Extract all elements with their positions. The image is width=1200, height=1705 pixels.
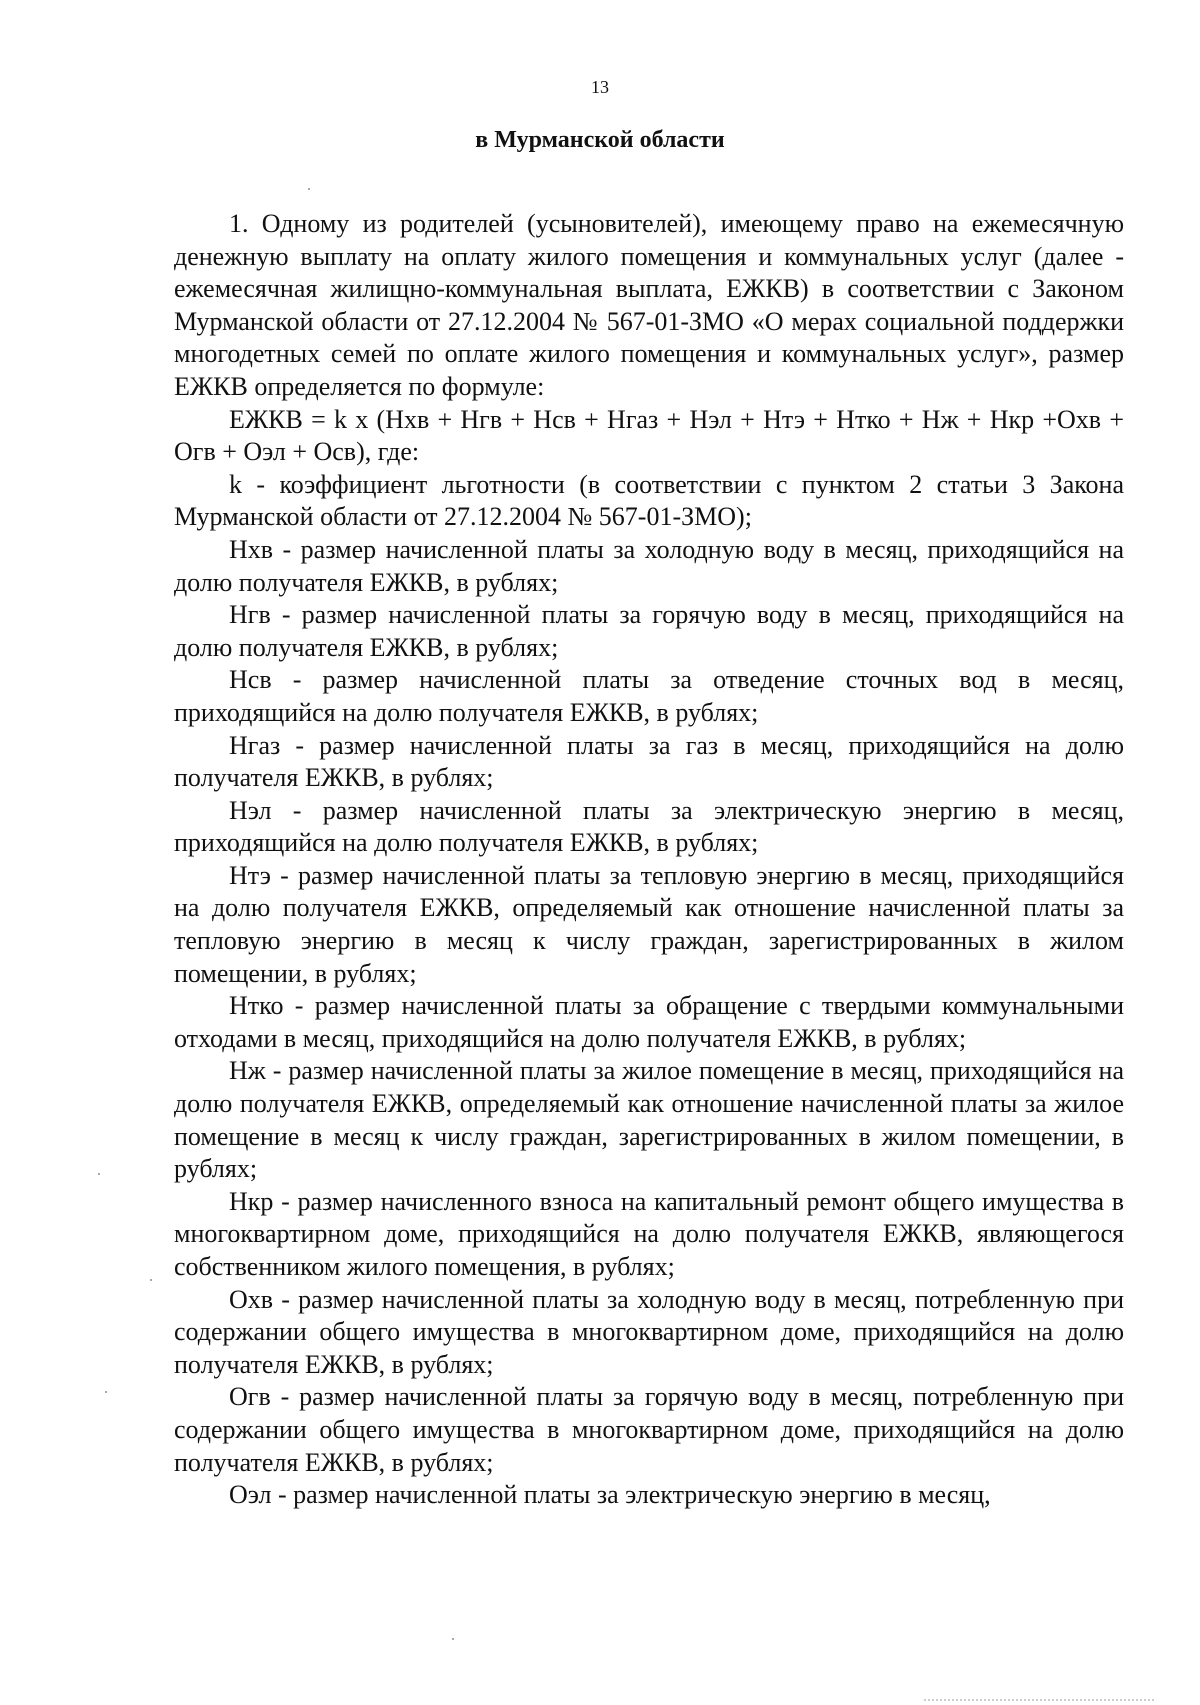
paragraph-ogv-definition: Огв - размер начисленной платы за горячую воду в месяц, потребленную при содержании общего имущества в многоквартирном доме, приходящийся на долю получателя ЕЖКВ, в рублях; — [174, 1382, 1124, 1477]
paragraph-nkr-definition: Нкр - размер начисленного взноса на капитальный ремонт общего имущества в многоквартирном доме, приходящийся на долю получателя ЕЖКВ, являющегося собственником жилого помещения, в рублях; — [174, 1186, 1124, 1281]
paragraph-oel-definition: Оэл - размер начисленной платы за электрическую энергию в месяц, — [229, 1480, 991, 1510]
paragraph-k-definition: k - коэффициент льготности (в соответствии с пунктом 2 статьи 3 Закона Мурманской области от 27.12.2004 № 567-01-ЗМО); — [174, 469, 1124, 532]
paragraph-nte-definition: Нтэ - размер начисленной платы за тепловую энергию в месяц, приходящийся на долю получателя ЕЖКВ, определяемый как отношение начисленной платы за тепловую энергию в месяц к числу граждан, зарегистрированных в жилом помещении, в рублях; — [174, 860, 1124, 988]
scan-speck — [308, 188, 310, 190]
scan-speck — [452, 1638, 454, 1640]
scan-speck — [105, 1391, 107, 1393]
paragraph-ntko-definition: Нтко - размер начисленной платы за обращение с твердыми коммунальными отходами в месяц, приходящийся на долю получателя ЕЖКВ, в рублях; — [174, 991, 1124, 1053]
paragraph-nhv-definition: Нхв - размер начисленной платы за холодную воду в месяц, приходящийся на долю получателя ЕЖКВ, в рублях; — [174, 534, 1124, 597]
paragraph-formula: ЕЖКВ = k x (Нхв + Нгв + Нсв + Нгаз + Нэл + Нтэ + Нтко + Нж + Нкр +Охв + Огв + Оэл + Осв), где: — [174, 404, 1124, 467]
paragraph-ohv-definition: Охв - размер начисленной платы за холодную воду в месяц, потребленную при содержании общего имущества в многоквартирном доме, приходящийся на долю получателя ЕЖКВ, в рублях; — [174, 1284, 1124, 1379]
document-body — [174, 208, 1124, 1512]
paragraph-ngv-definition: Нгв - размер начисленной платы за горячую воду в месяц, приходящийся на долю получателя ЕЖКВ, в рублях; — [174, 600, 1124, 662]
section-title: в Мурманской области — [475, 127, 725, 153]
paragraph-ngaz-definition: Нгаз - размер начисленной платы за газ в месяц, приходящийся на долю получателя ЕЖКВ, в рублях; — [174, 730, 1124, 793]
scan-footer-marks — [924, 1689, 1154, 1701]
paragraph-intro: 1. Одному из родителей (усыновителей), имеющему право на ежемесячную денежную выплату на оплату жилого помещения и коммунальных услуг (далее - ежемесячная жилищно-коммунальная выплата, ЕЖКВ) в соответствии с Законом Мурманской области от 27.12.2004 № 567-01-ЗМО «О мерах социальной поддержки многодетных семей по оплате жилого помещения и коммунальных услуг», размер ЕЖКВ определяется по формуле: — [174, 209, 1124, 401]
paragraph-nsv-definition: Нсв - размер начисленной платы за отведение сточных вод в месяц, приходящийся на долю получателя ЕЖКВ, в рублях; — [174, 665, 1124, 727]
scan-speck — [150, 1279, 152, 1281]
scan-speck — [98, 1173, 100, 1175]
page-number: 13 — [591, 77, 609, 97]
paragraph-nzh-definition: Нж - размер начисленной платы за жилое помещение в месяц, приходящийся на долю получателя ЕЖКВ, определяемый как отношение начисленной платы за жилое помещение в месяц к числу граждан, зарегистрированных в жилом помещении, в рублях; — [174, 1056, 1124, 1184]
paragraph-nel-definition: Нэл - размер начисленной платы за электрическую энергию в месяц, приходящийся на долю получателя ЕЖКВ, в рублях; — [174, 795, 1124, 858]
